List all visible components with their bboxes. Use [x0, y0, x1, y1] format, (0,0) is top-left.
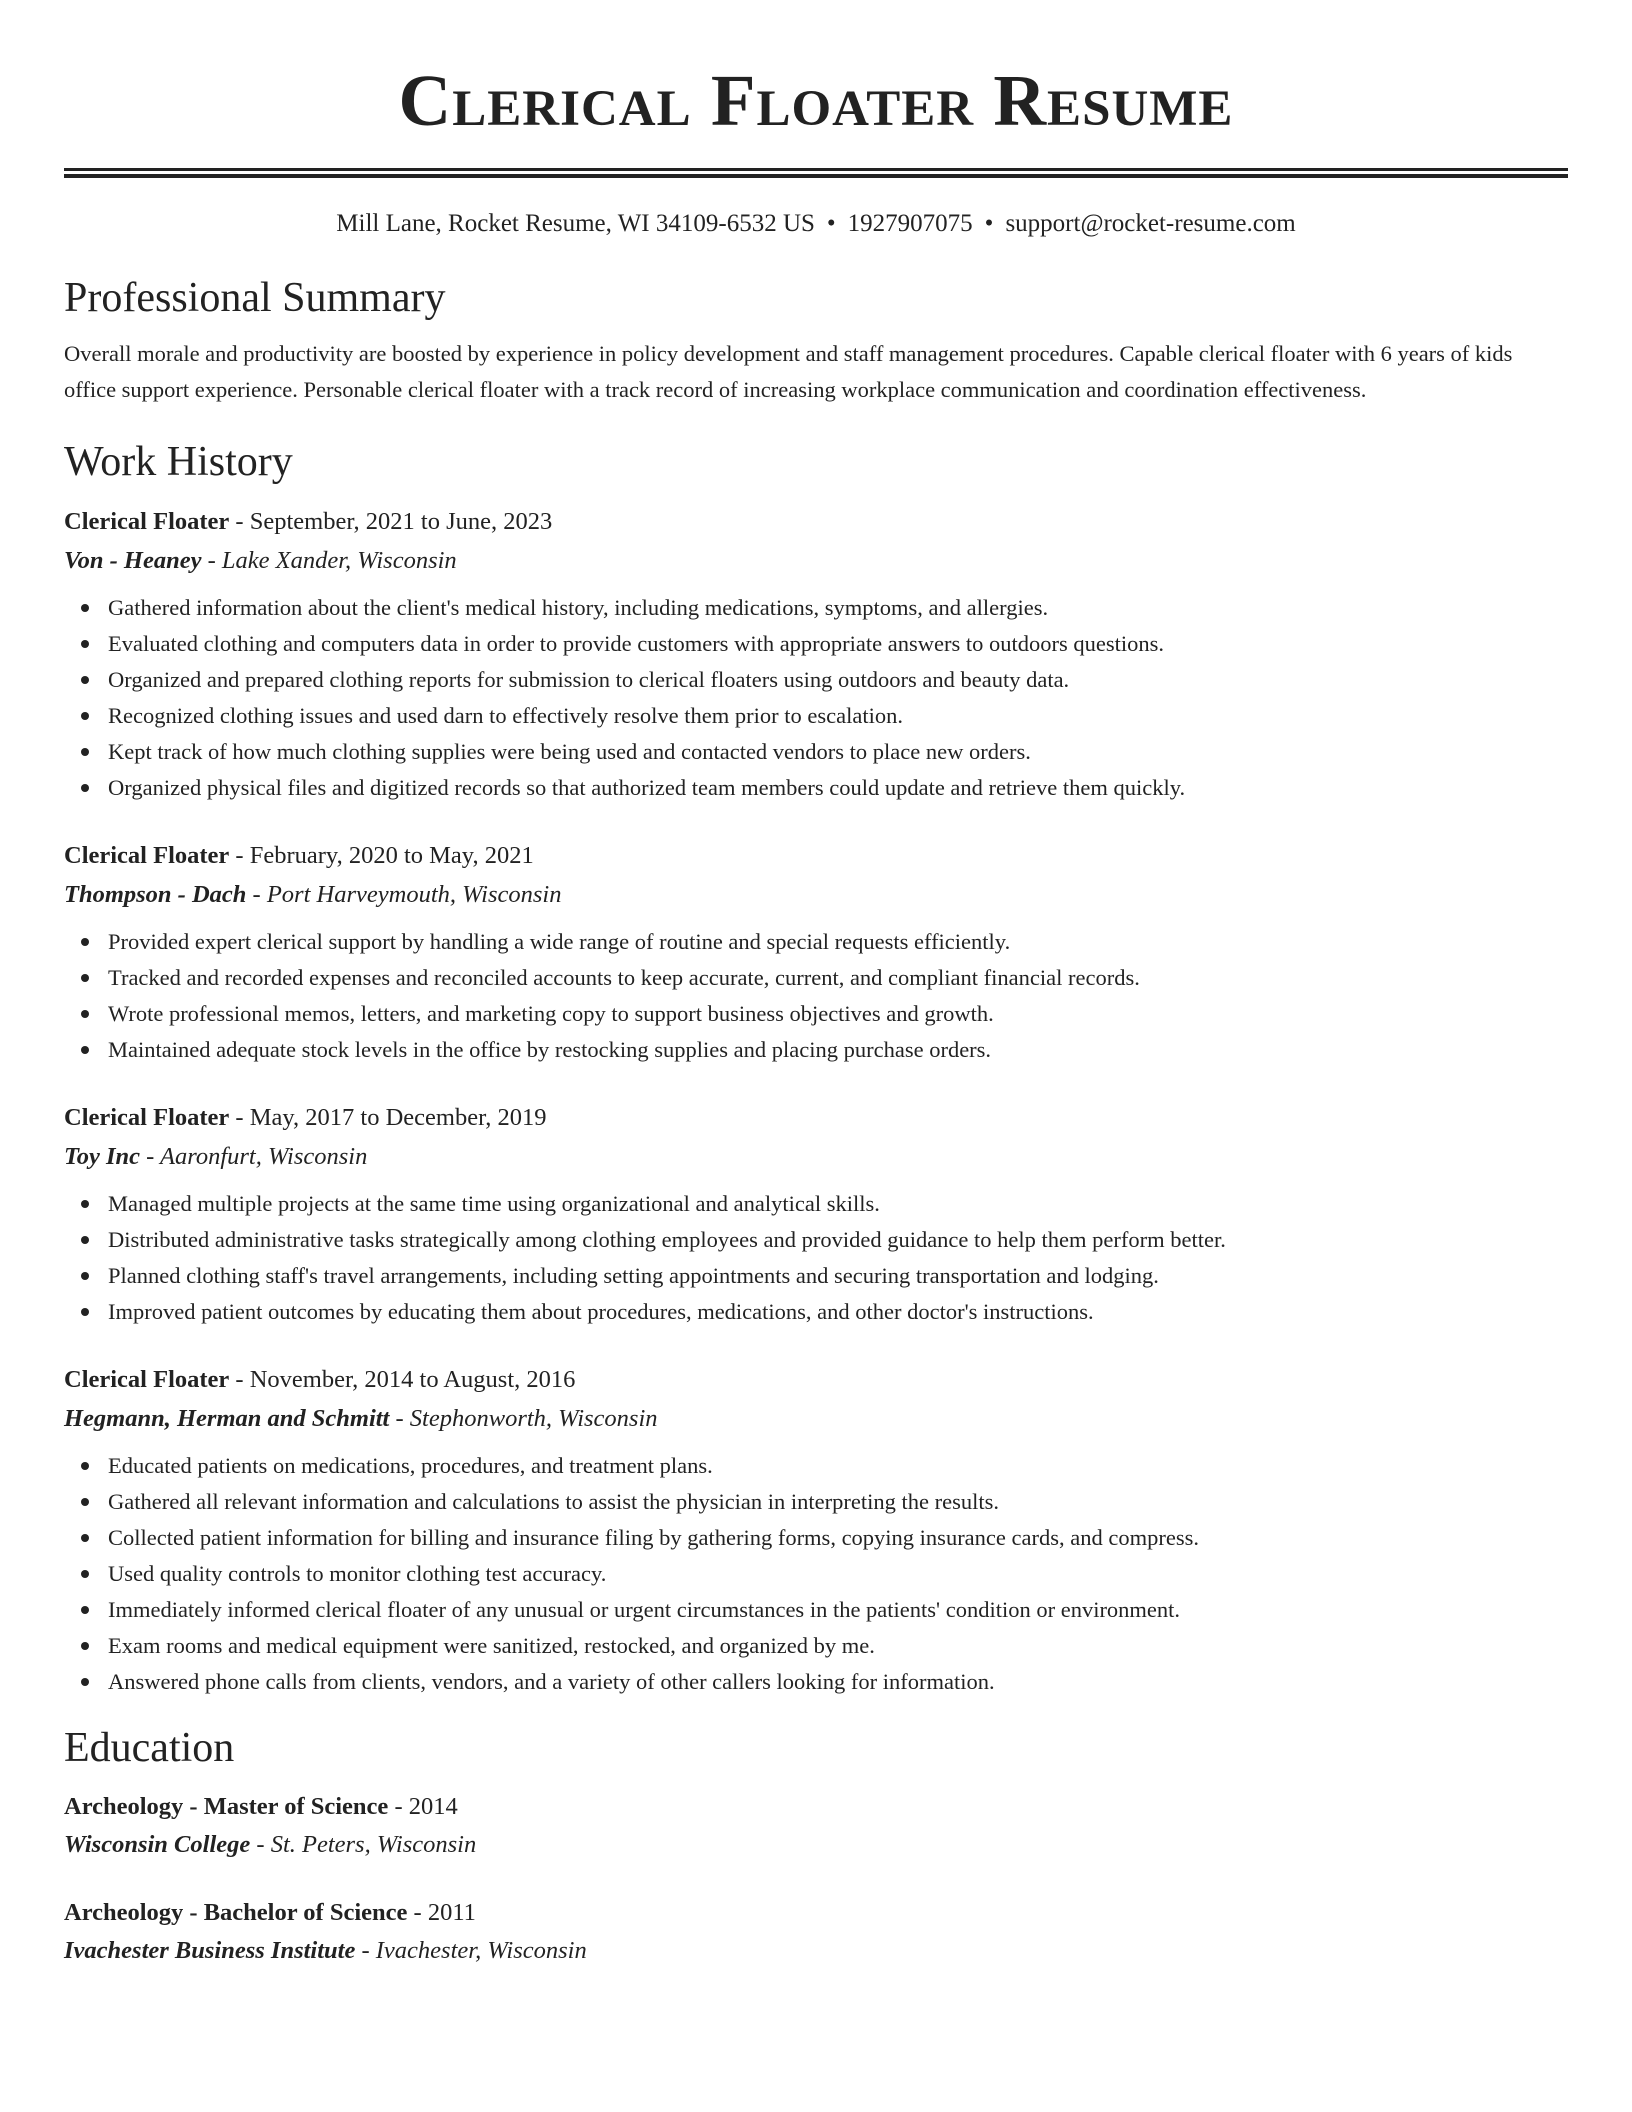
work-history-list [64, 502, 1568, 1700]
bullet-text: Managed multiple projects at the same time using organizational and analytical skills. [108, 1191, 880, 1216]
job-title: Clerical Floater [64, 508, 230, 535]
list-item [108, 924, 1568, 960]
company-name: Hegmann, Herman and Schmitt [64, 1405, 390, 1432]
list-item [108, 590, 1568, 626]
job-title: Clerical Floater [64, 1366, 230, 1393]
bullet-text: Organized and prepared clothing reports for submission to clerical floaters using outdoors and beauty data. [108, 667, 1070, 692]
bullet-text: Organized physical files and digitized records so that authorized team members could update and retrieve them quickly. [108, 775, 1186, 800]
bullet-icon [81, 1200, 89, 1208]
bullet-icon [81, 784, 89, 792]
bullet-icon [81, 1606, 89, 1614]
list-item [108, 1032, 1568, 1068]
list-item [108, 1592, 1568, 1628]
bullet-text: Educated patients on medications, procedures, and treatment plans. [108, 1453, 713, 1478]
job-title-line [64, 502, 1568, 542]
list-item [108, 1556, 1568, 1592]
contact-email: support@rocket-resume.com [1005, 210, 1296, 237]
dash-separator: - [201, 547, 222, 574]
bullet-icon [81, 1236, 89, 1244]
degree-year: 2011 [427, 1899, 476, 1926]
bullet-text: Improved patient outcomes by educating them about procedures, medications, and other doctor's instructions. [108, 1299, 1094, 1324]
summary-heading: Professional Summary [64, 275, 446, 321]
school-location: St. Peters, Wisconsin [270, 1831, 477, 1858]
job-title: Clerical Floater [64, 842, 230, 869]
job-title-line [64, 1098, 1568, 1138]
bullet-text: Gathered all relevant information and calculations to assist the physician in interpreting the results. [108, 1489, 999, 1514]
bullet-text: Wrote professional memos, letters, and marketing copy to support business objectives and growth. [108, 1001, 994, 1026]
degree-year: 2014 [408, 1793, 458, 1820]
bullet-icon [81, 712, 89, 720]
job-bullet-list [64, 1448, 1568, 1700]
bullet-icon [81, 1272, 89, 1280]
school-line [64, 1932, 1568, 1970]
title-double-rule [64, 168, 1568, 178]
list-item [108, 1294, 1568, 1330]
bullet-text: Maintained adequate stock levels in the office by restocking supplies and placing purchase orders. [108, 1037, 992, 1062]
bullet-text: Provided expert clerical support by handling a wide range of routine and special requests efficiently. [108, 929, 1011, 954]
bullet-icon [81, 1308, 89, 1316]
bullet-text: Answered phone calls from clients, vendors, and a variety of other callers looking for information. [108, 1669, 995, 1694]
job-entry [64, 502, 1568, 806]
job-title: Clerical Floater [64, 1104, 230, 1131]
list-item [108, 734, 1568, 770]
school-name: Wisconsin College [64, 1831, 251, 1858]
list-item [108, 1186, 1568, 1222]
job-entry [64, 1360, 1568, 1700]
list-item [108, 1222, 1568, 1258]
summary-text: Overall morale and productivity are boosted by experience in policy development and staff management procedures. Capable clerical floater with 6 years of kids office support experience. Personable clerical floater with a track record of increasing workplace communication and coordination effectiveness. [64, 341, 1513, 402]
education-entry [64, 1788, 1568, 1864]
company-location: Aaronfurt, Wisconsin [159, 1143, 368, 1170]
contact-phone: 1927907075 [847, 210, 973, 237]
job-dates: September, 2021 to June, 2023 [249, 508, 553, 535]
bullet-text: Exam rooms and medical equipment were sanitized, restocked, and organized by me. [108, 1633, 875, 1658]
bullet-icon [81, 1534, 89, 1542]
bullet-icon [81, 1678, 89, 1686]
contact-separator: • [826, 210, 836, 237]
work-history-heading: Work History [64, 439, 293, 485]
bullet-icon [81, 604, 89, 612]
bullet-text: Recognized clothing issues and used darn to effectively resolve them prior to escalation. [108, 703, 903, 728]
company-name: Von - Heaney [64, 547, 202, 574]
dash-separator: - [407, 1899, 428, 1926]
job-bullet-list [64, 924, 1568, 1068]
list-item [108, 1258, 1568, 1294]
company-line [64, 1400, 1568, 1438]
bullet-text: Distributed administrative tasks strategically among clothing employees and provided guidance to help them perform better. [108, 1227, 1226, 1252]
document-title: Clerical Floater Resume [398, 60, 1234, 141]
bullet-text: Collected patient information for billing and insurance filing by gathering forms, copying insurance cards, and compress. [108, 1525, 1199, 1550]
degree-name: Archeology - Bachelor of Science [64, 1899, 408, 1926]
education-entry [64, 1894, 1568, 1970]
education-list [64, 1788, 1568, 1970]
bullet-text: Used quality controls to monitor clothing test accuracy. [108, 1561, 607, 1586]
contact-address: Mill Lane, Rocket Resume, WI 34109-6532 US [336, 210, 815, 237]
degree-name: Archeology - Master of Science [64, 1793, 389, 1820]
dash-separator: - [229, 842, 250, 869]
bullet-icon [81, 1498, 89, 1506]
list-item [108, 770, 1568, 806]
dash-separator: - [140, 1143, 160, 1170]
bullet-text: Planned clothing staff's travel arrangements, including setting appointments and securing transportation and lodging. [108, 1263, 1159, 1288]
bullet-icon [81, 676, 89, 684]
bullet-icon [81, 640, 89, 648]
job-entry [64, 836, 1568, 1068]
list-item [108, 1448, 1568, 1484]
list-item [108, 1664, 1568, 1700]
dash-separator: - [229, 1104, 250, 1131]
job-title-line [64, 836, 1568, 876]
dash-separator: - [388, 1793, 409, 1820]
company-location: Stephonworth, Wisconsin [409, 1405, 658, 1432]
list-item [108, 996, 1568, 1032]
school-location: Ivachester, Wisconsin [375, 1937, 587, 1964]
list-item [108, 662, 1568, 698]
bullet-icon [81, 1462, 89, 1470]
bullet-text: Immediately informed clerical floater of any unusual or urgent circumstances in the patients' condition or environment. [108, 1597, 1181, 1622]
company-name: Thompson - Dach [64, 881, 247, 908]
list-item [108, 1628, 1568, 1664]
school-line [64, 1826, 1568, 1864]
bullet-icon [81, 1010, 89, 1018]
job-dates: February, 2020 to May, 2021 [249, 842, 534, 869]
contact-separator: • [984, 210, 994, 237]
bullet-text: Gathered information about the client's medical history, including medications, symptoms, and allergies. [108, 595, 1049, 620]
degree-line [64, 1894, 1568, 1932]
dash-separator: - [250, 1831, 271, 1858]
job-dates: May, 2017 to December, 2019 [249, 1104, 547, 1131]
bullet-text: Tracked and recorded expenses and reconciled accounts to keep accurate, current, and compliant financial records. [108, 965, 1140, 990]
list-item [108, 698, 1568, 734]
company-location: Port Harveymouth, Wisconsin [266, 881, 562, 908]
education-heading: Education [64, 1725, 235, 1771]
job-dates: November, 2014 to August, 2016 [249, 1366, 576, 1393]
list-item [108, 960, 1568, 996]
bullet-icon [81, 1642, 89, 1650]
company-location: Lake Xander, Wisconsin [221, 547, 457, 574]
bullet-text: Kept track of how much clothing supplies were being used and contacted vendors to place new orders. [108, 739, 1031, 764]
company-line [64, 876, 1568, 914]
list-item [108, 626, 1568, 662]
dash-separator: - [389, 1405, 410, 1432]
job-bullet-list [64, 590, 1568, 806]
list-item [108, 1520, 1568, 1556]
job-entry [64, 1098, 1568, 1330]
dash-separator: - [246, 881, 267, 908]
job-title-line [64, 1360, 1568, 1400]
bullet-text: Evaluated clothing and computers data in order to provide customers with appropriate answers to outdoors questions. [108, 631, 1164, 656]
contact-line [64, 206, 1568, 242]
dash-separator: - [229, 1366, 250, 1393]
bullet-icon [81, 1046, 89, 1054]
bullet-icon [81, 974, 89, 982]
company-line [64, 1138, 1568, 1176]
degree-line [64, 1788, 1568, 1826]
company-name: Toy Inc [64, 1143, 141, 1170]
school-name: Ivachester Business Institute [64, 1937, 356, 1964]
dash-separator: - [355, 1937, 376, 1964]
company-line [64, 542, 1568, 580]
bullet-icon [81, 1570, 89, 1578]
job-bullet-list [64, 1186, 1568, 1330]
dash-separator: - [229, 508, 250, 535]
bullet-icon [81, 938, 89, 946]
bullet-icon [81, 748, 89, 756]
list-item [108, 1484, 1568, 1520]
